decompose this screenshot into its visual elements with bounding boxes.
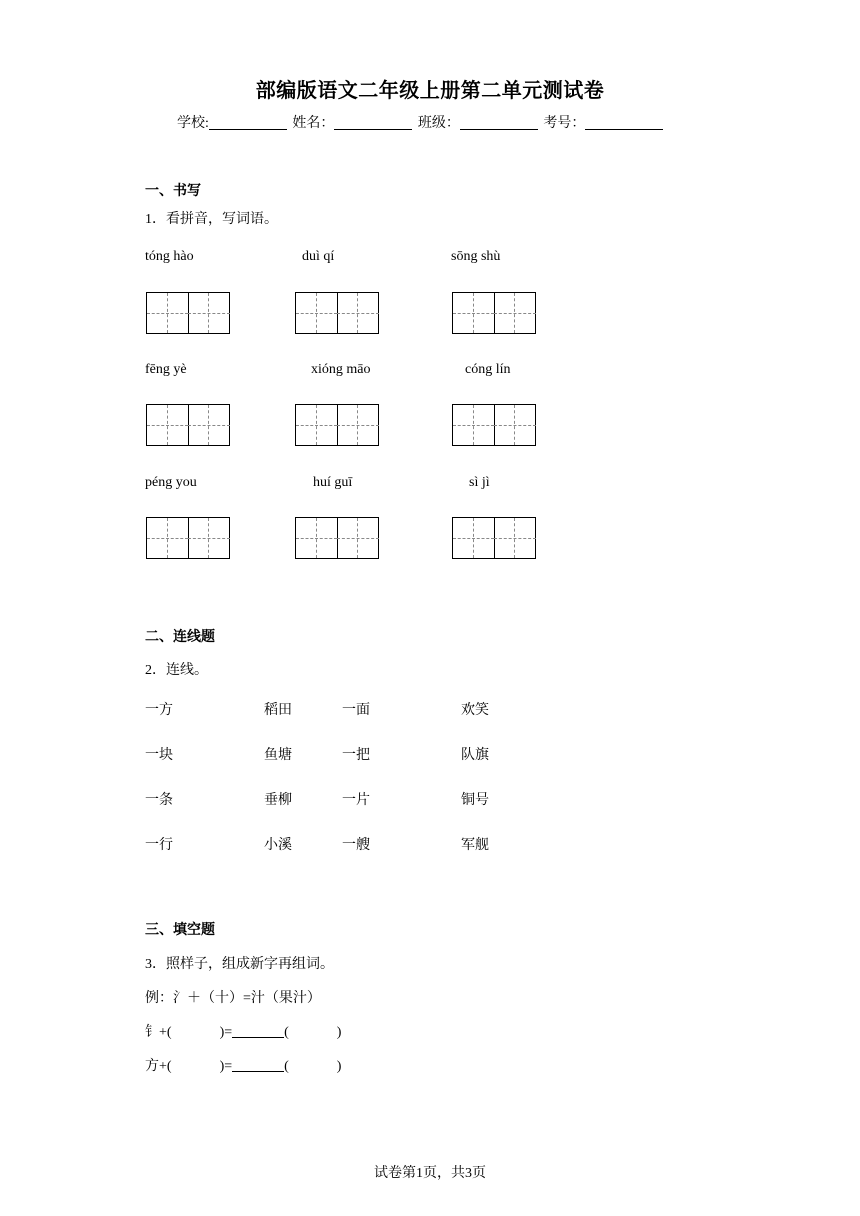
student-info-line [177,112,665,132]
pinyin-label: sì jì [469,475,490,490]
school-blank[interactable] [209,115,287,130]
pinyin-label: sōng shù [451,249,501,264]
writing-grid[interactable] [146,292,230,334]
matching-word[interactable]: 一艘 [342,838,370,853]
writing-grid[interactable] [295,404,379,446]
matching-word[interactable]: 一把 [342,748,370,763]
pinyin-label: huí guī [313,475,353,490]
pinyin-label: xióng māo [311,362,371,377]
writing-grid[interactable] [452,404,536,446]
fill-paren-open: ( [284,1059,289,1074]
fill-paren-close: ) [336,1025,342,1040]
matching-word[interactable]: 一片 [342,793,370,808]
pinyin-label: cóng lín [465,362,511,377]
pinyin-label: fēng yè [145,362,187,377]
question-3: 3．照样子，组成新字再组词。 [145,957,334,972]
pinyin-label: péng you [145,475,197,490]
name-blank[interactable] [334,115,412,130]
class-blank[interactable] [460,115,538,130]
exam-no-blank[interactable] [585,115,663,130]
matching-word[interactable]: 小溪 [264,838,292,853]
pinyin-label: duì qí [302,249,335,264]
matching-word[interactable]: 稻田 [264,703,292,718]
matching-word[interactable]: 军舰 [461,838,489,853]
fill-equals: )= [219,1059,233,1074]
question-1: 1．看拼音，写词语。 [145,212,278,227]
fill-blank-char[interactable] [232,1024,284,1038]
question-2: 2．连线。 [145,663,208,678]
writing-grid[interactable] [146,517,230,559]
example-line: 例：氵＋（十）=汁（果汁） [145,991,321,1006]
fill-blank-char[interactable] [232,1058,284,1072]
fill-radical: 钅+( [145,1025,172,1040]
exam-no-label: 考号： [543,116,586,131]
page-title: 部编版语文二年级上册第二单元测试卷 [255,78,605,102]
school-label: 学校: [177,116,209,131]
fill-equals: )= [219,1025,233,1040]
matching-word[interactable]: 一行 [145,838,173,853]
section-heading-fill-blank: 三、填空题 [145,922,215,938]
writing-grid[interactable] [295,517,379,559]
writing-grid[interactable] [452,292,536,334]
matching-word[interactable]: 一方 [145,703,173,718]
writing-grid[interactable] [452,517,536,559]
writing-grid[interactable] [146,404,230,446]
section-heading-writing: 一、书写 [145,183,201,199]
fill-item-1 [145,1021,341,1041]
pinyin-label: tóng hào [145,249,194,264]
matching-word[interactable]: 队旗 [461,748,489,763]
section-heading-matching: 二、连线题 [145,629,215,645]
fill-paren-open: ( [284,1025,289,1040]
matching-word[interactable]: 垂柳 [264,793,292,808]
matching-word[interactable]: 鱼塘 [264,748,292,763]
matching-word[interactable]: 一条 [145,793,173,808]
fill-radical: 方+( [145,1059,172,1074]
fill-paren-close: ) [336,1059,342,1074]
writing-grid[interactable] [295,292,379,334]
matching-word[interactable]: 铜号 [461,793,489,808]
class-label: 班级： [417,116,460,131]
fill-item-2 [145,1055,341,1075]
name-label: 姓名： [292,116,335,131]
matching-word[interactable]: 一面 [342,703,370,718]
matching-word[interactable]: 欢笑 [461,703,489,718]
page-footer: 试卷第1页，共3页 [374,1166,486,1181]
matching-word[interactable]: 一块 [145,748,173,763]
